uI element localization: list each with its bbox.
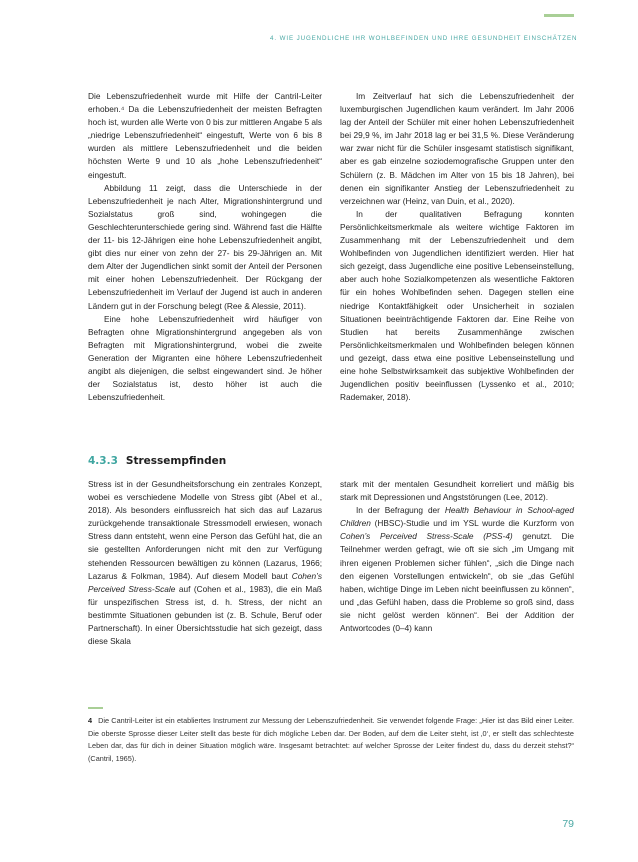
paragraph: Eine hohe Lebenszufriedenheit wird häufiger von Befragten ohne Migrationshintergrund angegeben als von Befragten mit Migrationshintergrund, wobei die zweite Generation der Migranten eine höhere Lebenszufriedenheit angibt als diejenigen, die selbst eingewandert sind. Je höher der Sozialstatus ist, desto höher ist auch die Lebenszufriedenheit. (88, 313, 322, 403)
text-column-left-bottom (88, 478, 322, 648)
section-title: Stressempfinden (125, 455, 227, 467)
text-column-right-bottom (340, 478, 574, 635)
text-column-right-top (340, 90, 574, 404)
emphasis: Cohen’s Perceived Stress-Scale (PSS-4) (340, 531, 513, 542)
paragraph: stark mit der mentalen Gesundheit korreliert und mäßig bis stark mit Depressionen und Angststörungen (Lee, 2012). (340, 479, 574, 503)
text-run: Stress ist in der Gesundheitsforschung ein zentrales Konzept, wobei es verschiedene Modelle von Stress gibt (Abel et al., 2018). Als besonders einflussreich hat sich das auf Lazarus zurückgehende transaktionale Stressmodell erwiesen, wonach Stress dann entsteht, wenn eine Person das Gefühl hat, die an sie gestellten Anforderungen nicht mit den zur Verfügung stehenden Ressourcen bewältigen zu können (Lazarus, 1966; Lazarus & Folkman, 1984). Auf diesem Modell baut (88, 479, 322, 581)
page-number: 79 (562, 818, 574, 830)
header-accent-rule (544, 14, 574, 17)
footnote-text: Die Cantril-Leiter ist ein etabliertes Instrument zur Messung der Lebenszufriedenheit. Sie verwendet folgende Frage: „Hier ist das Bild einer Leiter. Die oberste Sprosse dieser Leiter stellt das beste für dich mögliche Leben dar. Der Boden, auf dem die Leiter steht, ist ‚0‘, er stellt das schlechteste Leben dar, das für dich in deiner Situation möglich wäre. Insgesamt betrachtet: auf welcher Sprosse der Leiter findest du, dass du derzeit stehst?“ (Cantril, 1965). (88, 716, 574, 763)
text-run: (HBSC)-Studie und im YSL wurde die Kurzform von (374, 518, 574, 529)
section-heading (88, 455, 226, 467)
emphasis: Cohen’s Perceived Stress-Scale (88, 570, 322, 594)
paragraph (340, 504, 574, 635)
paragraph: Im Zeitverlauf hat sich die Lebenszufriedenheit der luxemburgischen Jugendlichen kaum verändert. Im Jahr 2006 lag der Anteil der Schüler mit einer hohen Lebenszufriedenheit bei 29,9 %, im Jahr 2018 lag er bei 31,5 %. Diese Veränderung war zwar nicht für die Schüler insgesamt statistisch signifikant, aber es gab einzelne soziodemografische Gruppen unter den Schülern (z. B. Mädchen im Alter von 15 bis 18 Jahren), bei denen ein signifikanter Anstieg der Lebenszufriedenheit zu verzeichnen war (Heinz, van Duin, et al., 2020). (340, 91, 574, 206)
footnote (88, 715, 574, 765)
paragraph (88, 478, 322, 648)
text-column-left-top (88, 90, 322, 404)
footnote-number: 4 (88, 716, 93, 725)
paragraph: In der qualitativen Befragung konnten Persönlichkeitsmerkmale als weitere wichtige Faktoren im Zusammenhang mit der Lebenszufriedenheit und dem Wohlbefinden von Jugendlichen identifiziert werden. Hier hat sich gezeigt, dass Jugendliche eine positive Lebenseinstellung, aber auch hohe Sozialkompetenzen als wesentliche Faktoren für ein hohes Wohlbefinden sehen. Dagegen stellen eine niedrige Kontaktfähigkeit oder Unsicherheit in sozialen Situationen beeinträchtigende Faktoren dar. Eine Reihe von Studien hat bereits Zusammenhänge zwischen Persönlichkeitsmerkmalen und Wohlbefinden belegen können und gezeigt, dass etwa eine positive Lebenseinstellung und eine hohe Selbstwirksamkeit das subjektive Wohlbefinden der Jugendlichen positiv beeinflussen (Lyssenko et al., 2010; Rademaker, 2018). (340, 208, 574, 403)
section-number: 4.3.3 (88, 455, 118, 467)
text-run: In der Befragung der (356, 505, 440, 516)
paragraph: Die Lebenszufriedenheit wurde mit Hilfe der Cantril-Leiter erhoben.⁴ Da die Lebenszufriedenheit der meisten Befragten hoch ist, wurden alle Werte von 0 bis zur mittleren Angabe 5 als „niedrige Lebenszufriedenheit“ eingestuft, Werte von 6 bis 8 wurden als mittlere Lebenszufriedenheit und die beiden höchsten Werte 9 und 10 als „hohe Lebenszufriedenheit“ eingestuft. (88, 91, 322, 180)
emphasis: Health Behaviour in School-aged Children (340, 505, 574, 529)
text-run: auf (Cohen et al., 1983), die ein Maß für unspezifischen Stress ist, d. h. Stress, der nicht an bestimmte Situationen gebunden ist (z. B. Schule, Beruf oder Partnerschaft). In einer Übersichtsstudie hat sich gezeigt, dass diese Skala (88, 583, 322, 647)
running-header: 4. WIE JUGENDLICHE IHR WOHLBEFINDEN UND IHRE GESUNDHEIT EINSCHÄTZEN (270, 35, 578, 42)
footnote-rule (88, 707, 103, 709)
text-run: genutzt. Die Teilnehmer werden gefragt, wie oft sie sich „im Umgang mit ihren eigenen Problemen sicher fühlen“, „sich die Dinge nach den eigenen Vorstellungen entwickeln“, ob sie „das Gefühl haben, wichtige Dinge im Leben nicht beeinflussen zu können“, und „das Gefühl haben, dass die Probleme so groß sind, dass sie nicht gelöst werden können“. Bei der Addition der Antwortcodes (0–4) kann (340, 531, 575, 634)
paragraph: Abbildung 11 zeigt, dass die Unterschiede in der Lebenszufriedenheit je nach Alter, Migrationshintergrund und Sozialstatus groß sind, wohingegen die Geschlechterunterschiede gering sind. Während fast die Hälfte der 11- bis 12-Jährigen eine hohe Lebenszufriedenheit angibt, gibt dies nur einer von zehn der 27- bis 29-Jährigen an. Mit dem Alter der Jugendlichen sinkt somit der Anteil der Personen mit einer hohen Lebenszufriedenheit. Der Rückgang der Lebenszufriedenheit im Verlauf der Jugend ist auch in anderen Ländern gut in der Forschung belegt (Ree & Alessie, 2011). (88, 182, 322, 311)
